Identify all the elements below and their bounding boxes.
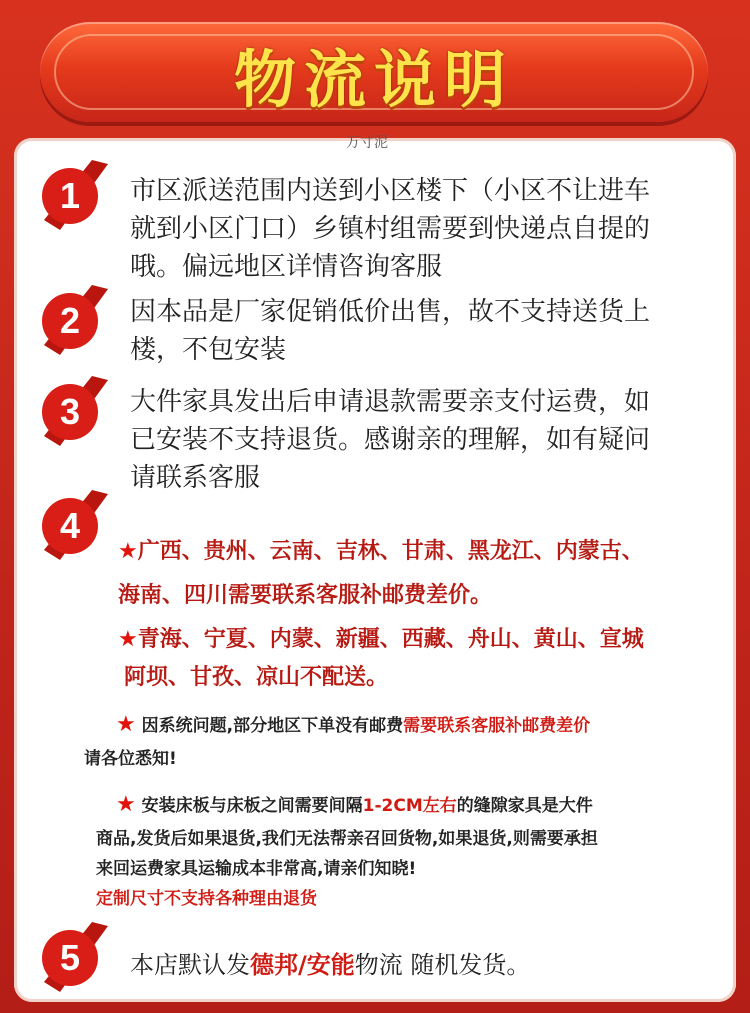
- number-badge-4: [38, 490, 110, 562]
- page-title: 物流说明: [233, 43, 514, 116]
- item-1-line-3: 哦。偏远地区详情咨询客服: [130, 252, 443, 282]
- number-badge-5: [38, 922, 110, 994]
- star-icon: ★: [118, 627, 138, 652]
- number-badge-1: [38, 160, 110, 232]
- svg-text:1: 1: [59, 175, 81, 216]
- title-banner: [40, 22, 708, 122]
- svg-text:5: 5: [59, 937, 81, 978]
- bed-gap-note: ★ 安装床板与床板之间需要间隔1-2CM左右的缝隙家具是大件: [116, 792, 593, 817]
- item-2-line-1: 因本品是厂家促销低价出售，故不支持送货上: [130, 297, 651, 327]
- badge-shape-icon: [38, 490, 110, 562]
- watermark-text: 万寸泥: [346, 135, 388, 151]
- item-2-text: [130, 293, 650, 369]
- shipping-carrier-note: 本店默认发德邦/安能物流 随机发货。: [130, 951, 531, 979]
- svg-text:2: 2: [59, 300, 81, 341]
- system-issue-note: ★ 因系统问题,部分地区下单没有邮费需要联系客服补邮费差价: [116, 712, 591, 737]
- svg-text:3: 3: [59, 391, 81, 432]
- remote-areas-surcharge: ★广西、贵州、云南、吉林、甘肃、黑龙江、内蒙古、 海南、四川需要联系客服补邮费差价。: [118, 539, 644, 608]
- badge-shape-icon: [38, 285, 110, 357]
- svg-text:4: 4: [59, 505, 81, 546]
- bed-gap-note-line3: 来回运费家具运输成本非常高,请亲们知晓!: [96, 859, 417, 879]
- system-issue-note-line2: 请各位悉知!: [84, 749, 177, 769]
- item-3-line-1: 大件家具发出后申请退款需要亲支付运费，如: [130, 387, 651, 417]
- no-delivery-areas: ★青海、宁夏、内蒙、新疆、西藏、舟山、黄山、宣城 阿坝、甘孜、凉山不配送。: [118, 627, 644, 690]
- badge-shape-icon: [38, 922, 110, 994]
- item-3-line-3: 请联系客服: [130, 463, 261, 493]
- star-icon: ★: [116, 712, 136, 737]
- badge-shape-icon: [38, 376, 110, 448]
- star-icon: ★: [116, 792, 136, 817]
- item-1-line-1: 市区派送范围内送到小区楼下（小区不让进车: [130, 176, 651, 206]
- item-3-text: [130, 383, 650, 497]
- number-badge-2: [38, 285, 110, 357]
- item-2-line-2: 楼，不包安装: [130, 335, 287, 365]
- custom-size-note: 定制尺寸不支持各种理由退货: [96, 889, 317, 909]
- item-1-text: [130, 172, 650, 286]
- item-1-line-2: 就到小区门口）乡镇村组需要到快递点自提的: [130, 214, 651, 244]
- badge-shape-icon: [38, 160, 110, 232]
- bed-gap-note-line2: 商品,发货后如果退货,我们无法帮亲召回货物,如果退货,则需要承担: [96, 829, 598, 849]
- number-badge-3: [38, 376, 110, 448]
- star-icon: ★: [118, 539, 138, 564]
- item-3-line-2: 已安装不支持退货。感谢亲的理解，如有疑问: [130, 425, 651, 455]
